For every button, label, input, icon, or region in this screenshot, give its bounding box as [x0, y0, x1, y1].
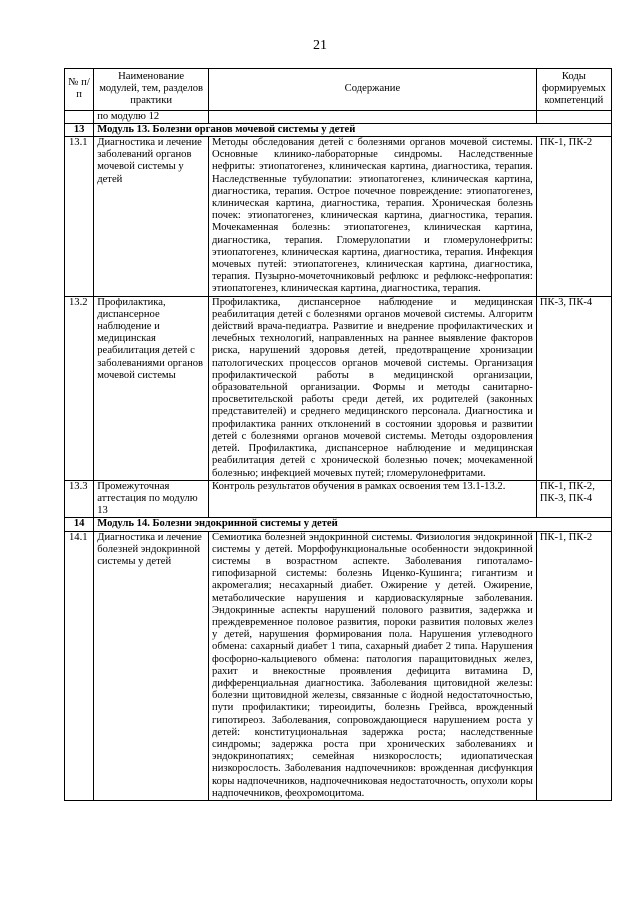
header-codes: Коды формируемых компетенций [536, 69, 611, 111]
row-name: Диагностика и лечение болезней эндокринной системы у детей [94, 531, 209, 800]
module-number: 13 [65, 123, 94, 136]
module-number: 14 [65, 518, 94, 531]
module-13-row [65, 123, 612, 136]
row-content: Семиотика болезней эндокринной системы. Физиология эндокринной системы у детей. Морфофункциональные особенности эндокринной системы в возрастном аспекте. Заболевания гипоталамо-гипофизарной системы: болезнь Иценко-Кушинга; гигантизм и акромегалия; несахарный диабет. Ожирение у детей. Ожирение, метаболические нарушения и кардиоваскулярные заболевания. Эндокринные аспекты нарушений полового развития, задержка и преждевременное половое развития, пороки развития половых желез у детей, нарушения формирования пола. Нарушения углеводного обмена: сахарный диабет 1 типа, сахарный диабет 2 типа. Нарушения фосфорно-кальциевого обмена: патология паращитовидных желез, рахит и внекостные проявления дефицита витамина D, дифференциальная диагностика. Заболевания щитовидной железы: болезни щитовидной железы, связанные с йодной недостаточностью, пути профилактики; тиреоидиты, болезнь Грейвса, врожденный гипотиреоз. Заболевания, сопровождающиеся нарушением роста у детей: конституциональная задержка роста; наследственные синдромы; задержка роста при хронических заболеваниях и эндокринопатиях; семейная низкорослость; идиопатическая низкорослость. Заболевания надпочечников: врожденная дисфункция коры надпочечников, надпочечниковая недостаточность, опухоли коры надпочечников, феохромоцитома. [209, 531, 537, 800]
row-codes: ПК-1, ПК-2 [536, 137, 611, 297]
header-content: Содержание [209, 69, 537, 111]
row-number: 13.1 [65, 137, 94, 297]
module-14-row [65, 518, 612, 531]
table-row [65, 531, 612, 800]
row-content: Контроль результатов обучения в рамках освоения тем 13.1-13.2. [209, 480, 537, 518]
row-name: Диагностика и лечение заболеваний органов мочевой системы у детей [94, 137, 209, 297]
row-codes: ПК-3, ПК-4 [536, 296, 611, 480]
curriculum-table [64, 68, 612, 801]
row-content: Профилактика, диспансерное наблюдение и медицинская реабилитация детей с болезнями органов мочевой системы. Алгоритм действий врача-педиатра. Развитие и внедрение профилактических и лечебных технологий, направленных на раннее выявление факторов риска, нарушений здоровья детей, предотвращение хронизации патологических процессов органов мочевой системы. Организация профилактической работы в медицинской организации, образовательной организации. Формы и методы санитарно-просветительской работы среди детей, их родителей (законных представителей) и среднего медицинского персонала. Диагностика и профилактика ранних отклонений в состоянии здоровья и развитии детей с болезнями органов мочевой системы. Методы оздоровления детей. Профилактика, диспансерное наблюдение и медицинская реабилитация детей с хронической болезнью почек; мочекаменной болезнью; инфекцией мочевых путей; гломерулонефритами. [209, 296, 537, 480]
row-number: 14.1 [65, 531, 94, 800]
row-name: Промежуточная аттестация по модулю 13 [94, 480, 209, 518]
table-row [65, 110, 612, 123]
row-number: 13.2 [65, 296, 94, 480]
row-codes: ПК-1, ПК-2, ПК-3, ПК-4 [536, 480, 611, 518]
header-name: Наименование модулей, тем, разделов практики [94, 69, 209, 111]
row-number: 13.3 [65, 480, 94, 518]
table-row [65, 480, 612, 518]
table-row [65, 137, 612, 297]
row-content: Методы обследования детей с болезнями органов мочевой системы. Основные клинико-лабораторные синдромы. Наследственные нефриты: этиопатогенез, клиническая картина, диагностика, терапия. Наследственные тубулопатии: этиопатогенез, клиническая картина, диагностика, терапия. Острое почечное повреждение: этиопатогенез, клиническая картина, диагностика, терапия. Хроническая болезнь почек: этиопатогенез, клиническая картина, диагностика, терапия. Мочекаменная болезнь: этиопатогенез, клиническая картина, диагностика, терапия. Гломерулопатии и гломерулонефриты: этиопатогенез, клиническая картина, диагностика, терапия. Инфекция мочевых путей: этиопатогенез, клиническая картина, диагностика, терапия. Пузырно-мочеточниковый рефлюкс и рефлюкс-нефропатия: этиопатогенез, клиническая картина, диагностика, терапия. [209, 137, 537, 297]
row-name: Профилактика, диспансерное наблюдение и медицинская реабилитация детей с заболеваниями органов мочевой системы [94, 296, 209, 480]
page-number: 21 [313, 38, 327, 53]
continuation-text: по модулю 12 [94, 110, 209, 123]
table-row [65, 296, 612, 480]
header-number: № п/п [65, 69, 94, 111]
table-header-row [65, 69, 612, 111]
module-title: Модуль 14. Болезни эндокринной системы у детей [94, 518, 612, 531]
module-title: Модуль 13. Болезни органов мочевой системы у детей [94, 123, 612, 136]
row-codes: ПК-1, ПК-2 [536, 531, 611, 800]
